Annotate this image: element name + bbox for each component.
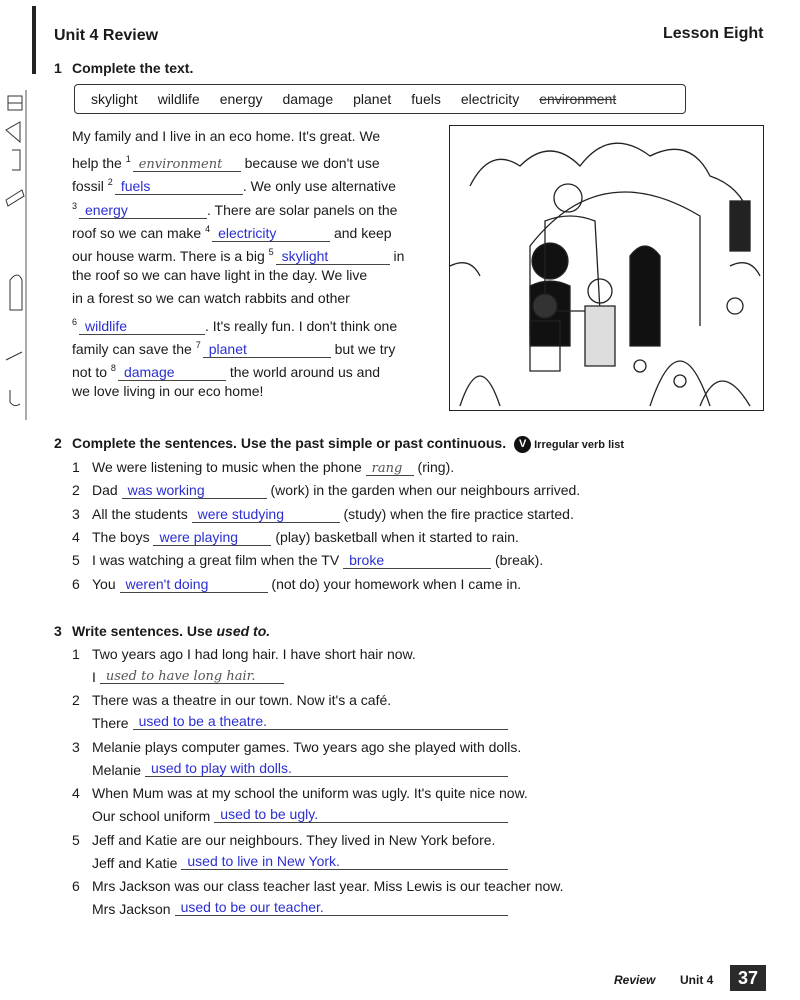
gap-number: 4 xyxy=(205,223,211,234)
item-number: 1 xyxy=(72,459,80,475)
answer-blank[interactable] xyxy=(212,225,330,242)
item-number: 4 xyxy=(72,785,80,802)
sentence-start: Dad xyxy=(92,482,122,499)
word-box xyxy=(74,84,686,114)
answer-text: wildlife xyxy=(85,317,128,334)
text-segment: in a forest so we can watch rabbits and other xyxy=(72,290,350,307)
prompt-sentence xyxy=(72,783,528,803)
item-number: 6 xyxy=(72,575,80,592)
verb-list-label: Irregular verb list xyxy=(534,439,624,451)
item-number: 3 xyxy=(72,738,80,755)
text-segment: My family and I live in an eco home. It's great. We xyxy=(72,128,381,144)
word-box-item: environment xyxy=(539,91,617,107)
answer-text: were playing xyxy=(159,528,239,545)
answer-blank[interactable] xyxy=(175,899,508,916)
word-box-item: wildlife xyxy=(157,91,200,107)
answer-blank[interactable] xyxy=(366,459,414,476)
margin-bar xyxy=(32,6,36,74)
family-house-drawing xyxy=(450,126,762,409)
answer-blank[interactable] xyxy=(181,853,508,870)
sentence-item xyxy=(72,457,454,477)
answer-text: used to be ugly. xyxy=(220,806,319,823)
answer-blank[interactable] xyxy=(115,178,243,195)
answer-text: weren't doing xyxy=(125,575,209,592)
prompt-sentence xyxy=(72,690,391,710)
prompt-text: Two years ago I had long hair. I have short hair now. xyxy=(92,646,416,662)
prompt-sentence xyxy=(72,830,495,850)
text-segment: fossil xyxy=(72,178,108,195)
exercise-1-heading xyxy=(54,60,193,76)
word-box-item: energy xyxy=(219,91,263,107)
sentence-end: (break). xyxy=(491,552,544,569)
sentence-end: (work) in the garden when our neighbours arrived. xyxy=(266,482,581,499)
answer-text: skylight xyxy=(281,248,329,264)
answer-blank[interactable] xyxy=(122,482,267,499)
sentence-start: The boys xyxy=(92,528,154,545)
text-segment: help the xyxy=(72,155,126,172)
word-box-item: skylight xyxy=(91,91,138,107)
text-line xyxy=(72,265,367,285)
answer-line xyxy=(92,899,508,919)
text-line xyxy=(72,149,380,173)
answer-blank[interactable] xyxy=(79,318,205,335)
text-segment: roof so we can make xyxy=(72,224,206,241)
answer-start: There xyxy=(92,715,129,732)
text-segment: because we don't use xyxy=(240,155,380,172)
answer-start: Melanie xyxy=(92,761,142,778)
answer-text: environment xyxy=(138,157,223,173)
word-box-item: fuels xyxy=(411,91,441,107)
item-number: 5 xyxy=(72,552,80,569)
answer-blank[interactable] xyxy=(343,552,491,569)
prompt-text: There was a theatre in our town. Now it's a café. xyxy=(92,692,392,709)
answer-line xyxy=(92,667,284,687)
gap-number: 5 xyxy=(268,247,274,257)
answer-blank[interactable] xyxy=(79,202,207,219)
item-number: 3 xyxy=(72,505,80,522)
answer-text: fuels xyxy=(120,178,151,195)
exercise-3-heading xyxy=(54,623,270,639)
sentence-start: I was watching a great film when the TV xyxy=(92,552,344,569)
sentence-end: (study) when the fire practice started. xyxy=(339,505,574,522)
sentence-item xyxy=(72,504,574,524)
page-title: Unit 4 Review xyxy=(54,27,159,44)
text-segment: not to xyxy=(72,364,111,380)
text-line xyxy=(72,196,397,216)
sentence-start: All the students xyxy=(92,505,192,522)
text-line xyxy=(72,219,392,239)
answer-text: used to have long hair. xyxy=(105,669,256,684)
answer-blank[interactable] xyxy=(192,506,340,523)
answer-start: Our school uniform xyxy=(92,808,211,825)
word-box-item: damage xyxy=(282,91,334,107)
answer-blank[interactable] xyxy=(100,667,284,684)
answer-blank[interactable] xyxy=(145,760,508,777)
answer-text: broke xyxy=(349,552,385,569)
prompt-text: Mrs Jackson was our class teacher last year. Miss Lewis is our teacher now. xyxy=(92,878,564,894)
text-segment: . It's really fun. I don't think one xyxy=(205,317,398,334)
sentence-start: You xyxy=(92,575,120,592)
word-box-item: electricity xyxy=(460,91,520,107)
sentence-end: (ring). xyxy=(413,459,455,475)
sentence-item xyxy=(72,574,521,594)
text-segment: the roof so we can have light in the day. We live xyxy=(72,267,368,284)
text-segment: in xyxy=(389,248,405,264)
answer-text: damage xyxy=(123,364,175,380)
word-box-item: planet xyxy=(353,91,392,107)
answer-text: used to be a theatre. xyxy=(138,713,268,730)
gap-number: 1 xyxy=(125,154,131,165)
item-number: 6 xyxy=(72,878,80,894)
text-segment: and keep xyxy=(330,224,392,241)
page-number: 37 xyxy=(730,965,766,991)
text-segment: the world around us and xyxy=(225,364,381,380)
answer-line xyxy=(92,713,508,733)
text-line xyxy=(72,358,380,378)
answer-text: used to live in New York. xyxy=(187,852,340,869)
text-segment: . There are solar panels on the xyxy=(207,201,398,218)
prompt-text: Melanie plays computer games. Two years ago she played with dolls. xyxy=(92,738,522,755)
sentence-end: (not do) your homework when I came in. xyxy=(267,575,522,592)
answer-blank[interactable] xyxy=(120,576,268,593)
eco-home-illustration xyxy=(449,125,764,411)
item-number: 2 xyxy=(72,482,80,499)
item-number: 2 xyxy=(72,692,80,709)
answer-text: used to play with dolls. xyxy=(151,759,292,776)
answer-blank[interactable] xyxy=(133,713,508,730)
answer-blank[interactable] xyxy=(153,529,271,546)
verb-list-badge-icon: V xyxy=(514,436,531,453)
exercise-instruction: Write sentences. Use xyxy=(72,623,217,639)
answer-blank[interactable] xyxy=(276,248,390,265)
answer-line xyxy=(92,806,508,826)
item-number: 1 xyxy=(72,646,80,662)
prompt-sentence xyxy=(72,876,564,896)
answer-blank[interactable] xyxy=(133,155,241,172)
answer-start: Mrs Jackson xyxy=(92,901,171,917)
text-line xyxy=(72,381,263,401)
text-segment: our house warm. There is a big xyxy=(72,248,269,264)
exercise-number: 1 xyxy=(54,60,62,76)
sentence-end: (play) basketball when it started to rain. xyxy=(271,528,519,545)
prompt-sentence xyxy=(72,644,416,664)
exercise-instruction: Complete the text. xyxy=(72,60,194,76)
text-line xyxy=(72,312,397,332)
gap-number: 3 xyxy=(72,200,78,211)
text-segment: family can save the xyxy=(72,340,196,357)
sentence-item xyxy=(72,527,519,547)
answer-line xyxy=(92,760,508,780)
answer-start: Jeff and Katie xyxy=(92,854,178,871)
gap-number: 2 xyxy=(107,177,113,188)
exercise-2-heading xyxy=(54,435,624,453)
text-segment: we love living in our eco home! xyxy=(72,383,264,400)
text-line xyxy=(72,126,380,146)
prompt-text: When Mum was at my school the uniform was ugly. It's quite nice now. xyxy=(92,785,528,802)
footer-unit: Unit 4 xyxy=(680,973,714,987)
text-segment: . We only use alternative xyxy=(242,178,396,195)
answer-text: electricity xyxy=(218,224,277,241)
answer-text: were studying xyxy=(197,505,285,522)
gap-number: 7 xyxy=(195,339,201,350)
answer-blank[interactable] xyxy=(214,806,508,823)
sentence-item xyxy=(72,480,580,500)
prompt-sentence xyxy=(72,737,521,757)
answer-blank[interactable] xyxy=(203,341,331,358)
answer-text: used to be our teacher. xyxy=(180,899,324,915)
sentence-start: We were listening to music when the phone xyxy=(92,459,366,475)
lesson-label: Lesson Eight xyxy=(663,25,764,42)
item-number: 5 xyxy=(72,831,80,848)
margin-tab-icons xyxy=(2,90,28,420)
exercise-instruction-emphasis: used to. xyxy=(216,623,271,639)
answer-text: planet xyxy=(208,340,247,357)
answer-text: energy xyxy=(85,201,128,218)
text-line xyxy=(72,242,404,262)
text-line xyxy=(72,172,396,195)
answer-blank[interactable] xyxy=(118,364,226,381)
answer-start: I xyxy=(92,669,96,685)
answer-text: rang xyxy=(371,461,403,476)
answer-line xyxy=(92,853,508,873)
item-number: 4 xyxy=(72,528,80,545)
footer-section: Review xyxy=(614,973,656,987)
text-segment: but we try xyxy=(330,340,396,357)
gap-number: 6 xyxy=(72,316,78,327)
exercise-number: 2 xyxy=(54,435,62,451)
sentence-item xyxy=(72,550,543,570)
gap-number: 8 xyxy=(110,363,116,373)
text-line xyxy=(72,335,395,355)
exercise-instruction: Complete the sentences. Use the past simple or past continuous. xyxy=(72,435,507,451)
answer-text: was working xyxy=(127,482,205,499)
text-line xyxy=(72,288,350,308)
prompt-text: Jeff and Katie are our neighbours. They lived in New York before. xyxy=(92,831,496,848)
exercise-number: 3 xyxy=(54,623,62,639)
